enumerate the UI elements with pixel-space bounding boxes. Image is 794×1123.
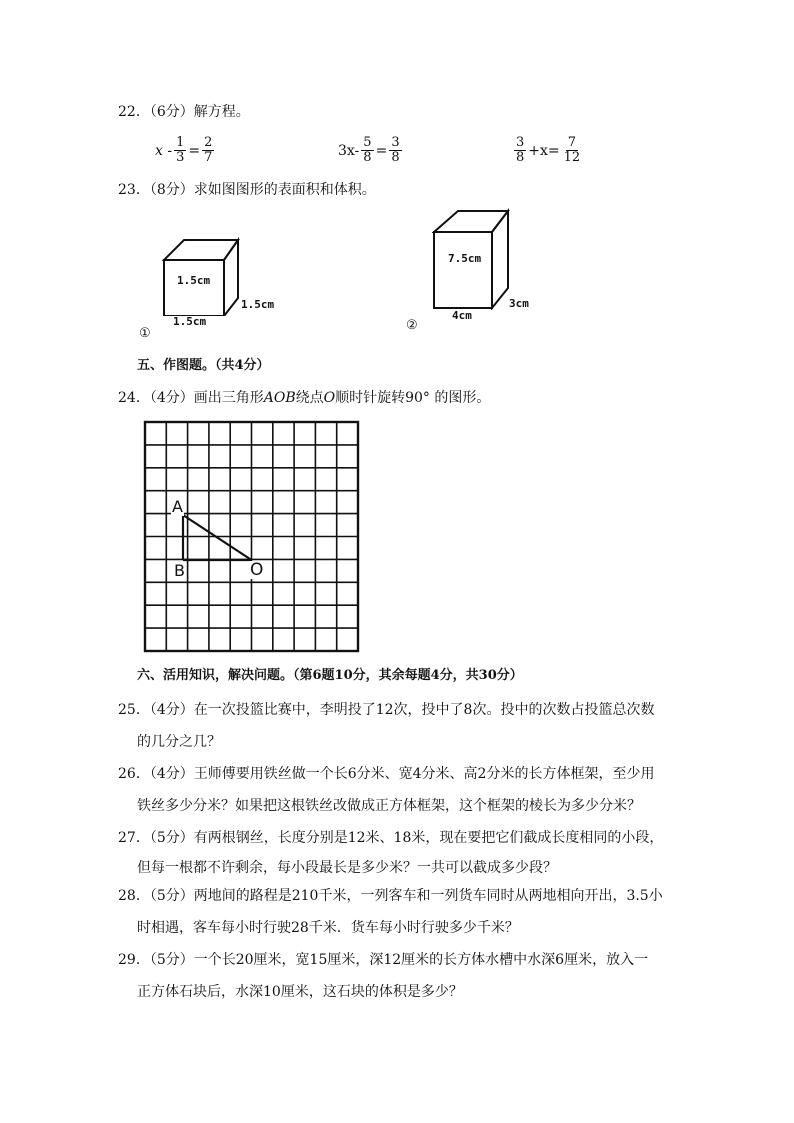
q22-header: 22．（6分）解方程。 (118, 104, 250, 120)
q28-line-2: 时相遇，客车每小时行驶28千米．货车每小时行驶多少千米？ (137, 920, 519, 936)
q27-line-1: 27．（5分）有两根钢丝，长度分别是12米、18米，现在要把它们截成长度相同的小段， (118, 830, 664, 846)
eq1-f1-den: 3 (176, 150, 185, 165)
cuboid-depth-label: 3cm (509, 297, 529, 310)
point-o-label: O (250, 560, 264, 580)
eq3-middle: +x= (528, 142, 560, 159)
q29-line-1: 29．（5分）一个长20厘米，宽15厘米，深12厘米的长方体水槽中水深6厘米，放入一 (118, 952, 649, 968)
q24-header-post: 顺时针旋转90° 的图形。 (335, 390, 491, 406)
eq2-f2-den: 8 (391, 150, 400, 165)
grid-figure (143, 420, 361, 654)
eq2-f1-den: 8 (363, 150, 372, 165)
eq2-f1-num: 5 (363, 135, 372, 150)
cube-bottom-label: 1.5cm (173, 315, 207, 328)
q24-header-mid: 绕点 (295, 390, 324, 406)
q22-equation-2 (338, 136, 404, 165)
cube-side-label: 1.5cm (241, 298, 275, 311)
eq1-fraction-right (202, 136, 214, 165)
eq3-fraction-left (514, 136, 526, 165)
q26-line-2: 铁丝多少分米？如果把这根铁丝改做成正方体框架，这个框架的棱长为多少分米？ (137, 798, 641, 814)
eq3-f2-den: 12 (563, 150, 581, 165)
cuboid-width-label: 4cm (452, 309, 472, 322)
eq2-fraction-right (389, 136, 401, 165)
q23-header: 23．（8分）求如图图形的表面积和体积。 (118, 182, 376, 198)
eq2-prefix: 3x- (338, 142, 360, 159)
eq3-f1-num: 3 (516, 135, 525, 150)
q24-header-pre: 24．（4分）画出三角形 (118, 390, 264, 406)
eq3-f1-den: 8 (516, 150, 525, 165)
segment-ao (183, 515, 252, 560)
eq1-f2-den: 7 (204, 150, 213, 165)
q25-line-1: 25．（4分）在一次投篮比赛中，李明投了12次，投中了8次。投中的次数占投篮总次数 (118, 702, 655, 718)
eq1-fraction-left (174, 136, 186, 165)
q27-line-2: 但每一根都不许剩余，每小段最长是多少米？一共可以截成多少段？ (137, 860, 557, 876)
eq1-equals: = (188, 142, 201, 159)
q29-line-2: 正方体石块后，水深10厘米，这石块的体积是多少？ (137, 984, 463, 1000)
eq3-f2-num: 7 (567, 135, 577, 150)
section-6-title: 六、活用知识，解决问题。（第6题10分，其余每题4分，共30分） (137, 668, 523, 683)
point-b-label: B (174, 561, 185, 580)
point-a-label: A (172, 497, 183, 516)
cuboid-height-label: 7.5cm (448, 252, 482, 265)
eq2-equals: = (375, 142, 388, 159)
eq1-f1-num: 1 (176, 135, 185, 150)
q24-header-aob: AOB (263, 390, 296, 406)
q26-line-1: 26．（4分）王师傅要用铁丝做一个长6分米、宽4分米、高2分米的长方体框架，至少用 (118, 766, 655, 782)
figure-1-number: ① (139, 326, 151, 341)
cube-front-label: 1.5cm (177, 274, 211, 287)
section-5-title: 五、作图题。（共4分） (137, 358, 270, 373)
q24-header (118, 388, 490, 408)
eq2-fraction-left (361, 136, 373, 165)
q28-line-1: 28．（5分）两地间的路程是210千米，一列客车和一列货车同时从两地相向开出，3.5小 (118, 888, 663, 904)
figure-2-number: ② (406, 318, 418, 333)
q22-equation-1 (155, 136, 216, 165)
q24-header-o: O (323, 390, 336, 406)
q22-equation-3 (512, 136, 584, 165)
eq3-fraction-right (562, 136, 583, 165)
eq1-prefix: x - (155, 142, 173, 159)
q25-line-2: 的几分之几？ (137, 734, 221, 750)
eq1-f2-num: 2 (204, 135, 213, 150)
eq2-f2-num: 3 (391, 135, 400, 150)
